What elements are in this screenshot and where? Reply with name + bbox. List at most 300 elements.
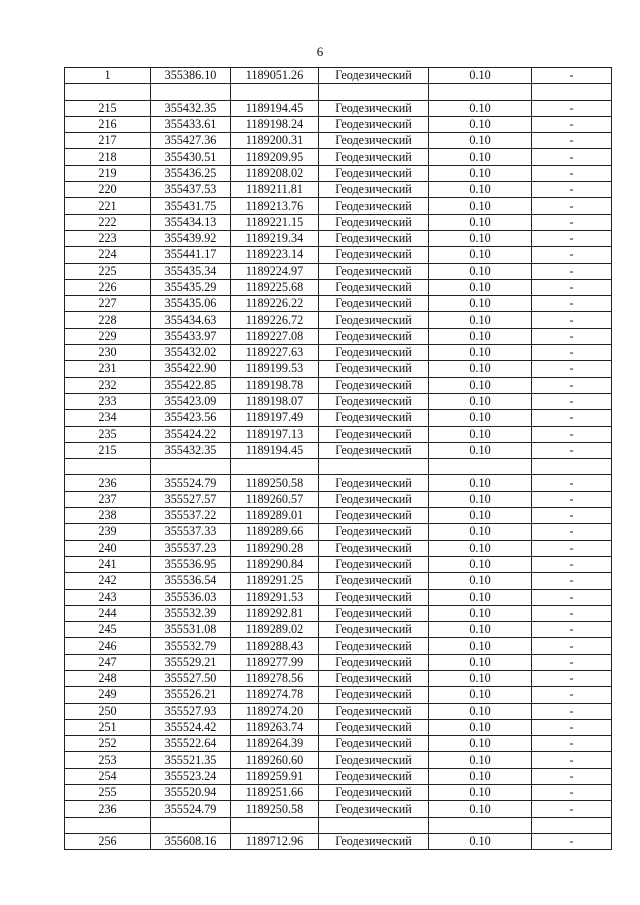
accuracy-cell: 0.10 [429, 410, 532, 426]
point-number-cell: 220 [65, 182, 151, 198]
table-row [65, 556, 612, 572]
table-row [65, 377, 612, 393]
point-number-cell: 229 [65, 328, 151, 344]
description-cell: - [532, 524, 612, 540]
point-number-cell: 215 [65, 442, 151, 458]
y-coordinate-cell: 1189278.56 [231, 670, 319, 686]
method-cell: Геодезический [319, 361, 429, 377]
table-row [65, 752, 612, 768]
empty-cell [429, 459, 532, 475]
table-row [65, 263, 612, 279]
coordinates-table [64, 67, 612, 850]
coordinates-table-body [65, 68, 612, 850]
description-cell: - [532, 491, 612, 507]
table-row [65, 230, 612, 246]
separator-row [65, 459, 612, 475]
x-coordinate-cell: 355529.21 [151, 654, 231, 670]
y-coordinate-cell: 1189209.95 [231, 149, 319, 165]
method-cell: Геодезический [319, 752, 429, 768]
accuracy-cell: 0.10 [429, 393, 532, 409]
table-row [65, 719, 612, 735]
method-cell: Геодезический [319, 670, 429, 686]
table-row [65, 279, 612, 295]
accuracy-cell: 0.10 [429, 508, 532, 524]
description-cell: - [532, 475, 612, 491]
x-coordinate-cell: 355527.50 [151, 670, 231, 686]
y-coordinate-cell: 1189260.60 [231, 752, 319, 768]
table-row [65, 426, 612, 442]
description-cell: - [532, 377, 612, 393]
x-coordinate-cell: 355524.42 [151, 719, 231, 735]
table-row [65, 182, 612, 198]
y-coordinate-cell: 1189289.02 [231, 622, 319, 638]
description-cell: - [532, 703, 612, 719]
x-coordinate-cell: 355427.36 [151, 133, 231, 149]
table-row [65, 540, 612, 556]
table-row [65, 361, 612, 377]
description-cell: - [532, 573, 612, 589]
y-coordinate-cell: 1189197.49 [231, 410, 319, 426]
y-coordinate-cell: 1189208.02 [231, 165, 319, 181]
accuracy-cell: 0.10 [429, 475, 532, 491]
method-cell: Геодезический [319, 801, 429, 817]
description-cell: - [532, 133, 612, 149]
method-cell: Геодезический [319, 214, 429, 230]
accuracy-cell: 0.10 [429, 719, 532, 735]
description-cell: - [532, 345, 612, 361]
method-cell: Геодезический [319, 654, 429, 670]
y-coordinate-cell: 1189051.26 [231, 68, 319, 84]
table-row [65, 801, 612, 817]
point-number-cell: 255 [65, 785, 151, 801]
point-number-cell: 225 [65, 263, 151, 279]
table-row [65, 68, 612, 84]
table-row [65, 475, 612, 491]
method-cell: Геодезический [319, 556, 429, 572]
y-coordinate-cell: 1189274.78 [231, 687, 319, 703]
point-number-cell: 249 [65, 687, 151, 703]
empty-cell [65, 459, 151, 475]
accuracy-cell: 0.10 [429, 247, 532, 263]
point-number-cell: 221 [65, 198, 151, 214]
table-row [65, 573, 612, 589]
point-number-cell: 238 [65, 508, 151, 524]
description-cell: - [532, 361, 612, 377]
accuracy-cell: 0.10 [429, 703, 532, 719]
y-coordinate-cell: 1189198.24 [231, 116, 319, 132]
point-number-cell: 231 [65, 361, 151, 377]
method-cell: Геодезический [319, 442, 429, 458]
method-cell: Геодезический [319, 719, 429, 735]
point-number-cell: 216 [65, 116, 151, 132]
accuracy-cell: 0.10 [429, 670, 532, 686]
empty-cell [151, 459, 231, 475]
y-coordinate-cell: 1189199.53 [231, 361, 319, 377]
description-cell: - [532, 556, 612, 572]
point-number-cell: 224 [65, 247, 151, 263]
point-number-cell: 246 [65, 638, 151, 654]
point-number-cell: 254 [65, 768, 151, 784]
x-coordinate-cell: 355435.29 [151, 279, 231, 295]
description-cell: - [532, 247, 612, 263]
table-row [65, 670, 612, 686]
x-coordinate-cell: 355424.22 [151, 426, 231, 442]
point-number-cell: 242 [65, 573, 151, 589]
description-cell: - [532, 279, 612, 295]
y-coordinate-cell: 1189226.22 [231, 296, 319, 312]
table-row [65, 296, 612, 312]
table-row [65, 768, 612, 784]
y-coordinate-cell: 1189712.96 [231, 833, 319, 849]
accuracy-cell: 0.10 [429, 198, 532, 214]
y-coordinate-cell: 1189251.66 [231, 785, 319, 801]
accuracy-cell: 0.10 [429, 133, 532, 149]
method-cell: Геодезический [319, 247, 429, 263]
method-cell: Геодезический [319, 100, 429, 116]
y-coordinate-cell: 1189289.66 [231, 524, 319, 540]
method-cell: Геодезический [319, 263, 429, 279]
table-row [65, 703, 612, 719]
description-cell: - [532, 68, 612, 84]
y-coordinate-cell: 1189289.01 [231, 508, 319, 524]
table-row [65, 100, 612, 116]
accuracy-cell: 0.10 [429, 116, 532, 132]
table-row [65, 214, 612, 230]
x-coordinate-cell: 355423.09 [151, 393, 231, 409]
point-number-cell: 253 [65, 752, 151, 768]
empty-cell [319, 84, 429, 100]
table-row [65, 442, 612, 458]
y-coordinate-cell: 1189198.78 [231, 377, 319, 393]
accuracy-cell: 0.10 [429, 833, 532, 849]
y-coordinate-cell: 1189194.45 [231, 100, 319, 116]
table-row [65, 508, 612, 524]
description-cell: - [532, 198, 612, 214]
point-number-cell: 236 [65, 475, 151, 491]
description-cell: - [532, 410, 612, 426]
table-row [65, 312, 612, 328]
x-coordinate-cell: 355435.34 [151, 263, 231, 279]
empty-cell [65, 817, 151, 833]
accuracy-cell: 0.10 [429, 214, 532, 230]
accuracy-cell: 0.10 [429, 230, 532, 246]
point-number-cell: 240 [65, 540, 151, 556]
point-number-cell: 223 [65, 230, 151, 246]
x-coordinate-cell: 355435.06 [151, 296, 231, 312]
table-row [65, 622, 612, 638]
description-cell: - [532, 540, 612, 556]
point-number-cell: 248 [65, 670, 151, 686]
method-cell: Геодезический [319, 230, 429, 246]
empty-cell [532, 84, 612, 100]
method-cell: Геодезический [319, 279, 429, 295]
description-cell: - [532, 508, 612, 524]
table-row [65, 833, 612, 849]
y-coordinate-cell: 1189211.81 [231, 182, 319, 198]
y-coordinate-cell: 1189290.28 [231, 540, 319, 556]
x-coordinate-cell: 355532.39 [151, 605, 231, 621]
y-coordinate-cell: 1189259.91 [231, 768, 319, 784]
method-cell: Геодезический [319, 345, 429, 361]
description-cell: - [532, 296, 612, 312]
description-cell: - [532, 687, 612, 703]
method-cell: Геодезический [319, 736, 429, 752]
accuracy-cell: 0.10 [429, 768, 532, 784]
accuracy-cell: 0.10 [429, 68, 532, 84]
empty-cell [151, 817, 231, 833]
y-coordinate-cell: 1189194.45 [231, 442, 319, 458]
point-number-cell: 241 [65, 556, 151, 572]
description-cell: - [532, 752, 612, 768]
accuracy-cell: 0.10 [429, 638, 532, 654]
empty-cell [319, 817, 429, 833]
point-number-cell: 251 [65, 719, 151, 735]
accuracy-cell: 0.10 [429, 296, 532, 312]
description-cell: - [532, 654, 612, 670]
method-cell: Геодезический [319, 410, 429, 426]
empty-cell [231, 817, 319, 833]
point-number-cell: 217 [65, 133, 151, 149]
x-coordinate-cell: 355423.56 [151, 410, 231, 426]
x-coordinate-cell: 355430.51 [151, 149, 231, 165]
method-cell: Геодезический [319, 491, 429, 507]
table-row [65, 736, 612, 752]
empty-cell [231, 84, 319, 100]
empty-cell [532, 459, 612, 475]
y-coordinate-cell: 1189290.84 [231, 556, 319, 572]
table-row [65, 654, 612, 670]
method-cell: Геодезический [319, 508, 429, 524]
accuracy-cell: 0.10 [429, 149, 532, 165]
empty-cell [532, 817, 612, 833]
method-cell: Геодезический [319, 833, 429, 849]
x-coordinate-cell: 355531.08 [151, 622, 231, 638]
point-number-cell: 227 [65, 296, 151, 312]
accuracy-cell: 0.10 [429, 654, 532, 670]
y-coordinate-cell: 1189198.07 [231, 393, 319, 409]
x-coordinate-cell: 355527.93 [151, 703, 231, 719]
description-cell: - [532, 801, 612, 817]
x-coordinate-cell: 355386.10 [151, 68, 231, 84]
method-cell: Геодезический [319, 68, 429, 84]
description-cell: - [532, 116, 612, 132]
x-coordinate-cell: 355439.92 [151, 230, 231, 246]
table-row [65, 638, 612, 654]
accuracy-cell: 0.10 [429, 752, 532, 768]
empty-cell [231, 459, 319, 475]
accuracy-cell: 0.10 [429, 605, 532, 621]
method-cell: Геодезический [319, 296, 429, 312]
method-cell: Геодезический [319, 638, 429, 654]
method-cell: Геодезический [319, 377, 429, 393]
point-number-cell: 235 [65, 426, 151, 442]
description-cell: - [532, 149, 612, 165]
y-coordinate-cell: 1189291.25 [231, 573, 319, 589]
method-cell: Геодезический [319, 605, 429, 621]
accuracy-cell: 0.10 [429, 687, 532, 703]
x-coordinate-cell: 355437.53 [151, 182, 231, 198]
accuracy-cell: 0.10 [429, 785, 532, 801]
x-coordinate-cell: 355537.23 [151, 540, 231, 556]
x-coordinate-cell: 355432.35 [151, 442, 231, 458]
x-coordinate-cell: 355608.16 [151, 833, 231, 849]
y-coordinate-cell: 1189260.57 [231, 491, 319, 507]
point-number-cell: 219 [65, 165, 151, 181]
description-cell: - [532, 230, 612, 246]
accuracy-cell: 0.10 [429, 556, 532, 572]
accuracy-cell: 0.10 [429, 345, 532, 361]
y-coordinate-cell: 1189225.68 [231, 279, 319, 295]
y-coordinate-cell: 1189250.58 [231, 801, 319, 817]
accuracy-cell: 0.10 [429, 279, 532, 295]
accuracy-cell: 0.10 [429, 442, 532, 458]
y-coordinate-cell: 1189263.74 [231, 719, 319, 735]
table-row [65, 198, 612, 214]
point-number-cell: 243 [65, 589, 151, 605]
point-number-cell: 244 [65, 605, 151, 621]
y-coordinate-cell: 1189226.72 [231, 312, 319, 328]
table-row [65, 589, 612, 605]
x-coordinate-cell: 355536.95 [151, 556, 231, 572]
accuracy-cell: 0.10 [429, 328, 532, 344]
description-cell: - [532, 736, 612, 752]
y-coordinate-cell: 1189213.76 [231, 198, 319, 214]
method-cell: Геодезический [319, 426, 429, 442]
method-cell: Геодезический [319, 165, 429, 181]
y-coordinate-cell: 1189224.97 [231, 263, 319, 279]
method-cell: Геодезический [319, 393, 429, 409]
y-coordinate-cell: 1189264.39 [231, 736, 319, 752]
table-row [65, 393, 612, 409]
x-coordinate-cell: 355436.25 [151, 165, 231, 181]
separator-row [65, 817, 612, 833]
accuracy-cell: 0.10 [429, 801, 532, 817]
point-number-cell: 230 [65, 345, 151, 361]
accuracy-cell: 0.10 [429, 165, 532, 181]
accuracy-cell: 0.10 [429, 182, 532, 198]
table-row [65, 133, 612, 149]
point-number-cell: 234 [65, 410, 151, 426]
table-row [65, 524, 612, 540]
x-coordinate-cell: 355526.21 [151, 687, 231, 703]
point-number-cell: 256 [65, 833, 151, 849]
y-coordinate-cell: 1189277.99 [231, 654, 319, 670]
accuracy-cell: 0.10 [429, 540, 532, 556]
accuracy-cell: 0.10 [429, 263, 532, 279]
description-cell: - [532, 605, 612, 621]
x-coordinate-cell: 355536.54 [151, 573, 231, 589]
method-cell: Геодезический [319, 133, 429, 149]
x-coordinate-cell: 355523.24 [151, 768, 231, 784]
x-coordinate-cell: 355432.02 [151, 345, 231, 361]
y-coordinate-cell: 1189227.63 [231, 345, 319, 361]
method-cell: Геодезический [319, 116, 429, 132]
description-cell: - [532, 442, 612, 458]
description-cell: - [532, 638, 612, 654]
method-cell: Геодезический [319, 475, 429, 491]
page-number: 6 [316, 44, 324, 59]
point-number-cell: 1 [65, 68, 151, 84]
point-number-cell: 215 [65, 100, 151, 116]
description-cell: - [532, 100, 612, 116]
accuracy-cell: 0.10 [429, 736, 532, 752]
point-number-cell: 228 [65, 312, 151, 328]
description-cell: - [532, 785, 612, 801]
table-row [65, 687, 612, 703]
point-number-cell: 250 [65, 703, 151, 719]
method-cell: Геодезический [319, 785, 429, 801]
description-cell: - [532, 589, 612, 605]
accuracy-cell: 0.10 [429, 100, 532, 116]
description-cell: - [532, 393, 612, 409]
x-coordinate-cell: 355441.17 [151, 247, 231, 263]
x-coordinate-cell: 355532.79 [151, 638, 231, 654]
x-coordinate-cell: 355537.22 [151, 508, 231, 524]
description-cell: - [532, 165, 612, 181]
description-cell: - [532, 670, 612, 686]
description-cell: - [532, 622, 612, 638]
description-cell: - [532, 214, 612, 230]
accuracy-cell: 0.10 [429, 377, 532, 393]
table-row [65, 491, 612, 507]
y-coordinate-cell: 1189219.34 [231, 230, 319, 246]
x-coordinate-cell: 355520.94 [151, 785, 231, 801]
x-coordinate-cell: 355521.35 [151, 752, 231, 768]
description-cell: - [532, 263, 612, 279]
y-coordinate-cell: 1189291.53 [231, 589, 319, 605]
x-coordinate-cell: 355524.79 [151, 801, 231, 817]
table-row [65, 605, 612, 621]
point-number-cell: 232 [65, 377, 151, 393]
y-coordinate-cell: 1189200.31 [231, 133, 319, 149]
x-coordinate-cell: 355433.97 [151, 328, 231, 344]
method-cell: Геодезический [319, 703, 429, 719]
description-cell: - [532, 719, 612, 735]
empty-cell [65, 84, 151, 100]
point-number-cell: 245 [65, 622, 151, 638]
y-coordinate-cell: 1189223.14 [231, 247, 319, 263]
table-row [65, 345, 612, 361]
y-coordinate-cell: 1189288.43 [231, 638, 319, 654]
method-cell: Геодезический [319, 589, 429, 605]
table-row [65, 785, 612, 801]
accuracy-cell: 0.10 [429, 622, 532, 638]
y-coordinate-cell: 1189292.81 [231, 605, 319, 621]
accuracy-cell: 0.10 [429, 589, 532, 605]
y-coordinate-cell: 1189197.13 [231, 426, 319, 442]
y-coordinate-cell: 1189221.15 [231, 214, 319, 230]
method-cell: Геодезический [319, 198, 429, 214]
y-coordinate-cell: 1189274.20 [231, 703, 319, 719]
point-number-cell: 222 [65, 214, 151, 230]
point-number-cell: 247 [65, 654, 151, 670]
table-row [65, 165, 612, 181]
x-coordinate-cell: 355433.61 [151, 116, 231, 132]
method-cell: Геодезический [319, 622, 429, 638]
point-number-cell: 239 [65, 524, 151, 540]
x-coordinate-cell: 355536.03 [151, 589, 231, 605]
x-coordinate-cell: 355431.75 [151, 198, 231, 214]
accuracy-cell: 0.10 [429, 312, 532, 328]
empty-cell [429, 84, 532, 100]
accuracy-cell: 0.10 [429, 426, 532, 442]
table-row [65, 410, 612, 426]
point-number-cell: 237 [65, 491, 151, 507]
x-coordinate-cell: 355422.90 [151, 361, 231, 377]
method-cell: Геодезический [319, 524, 429, 540]
method-cell: Геодезический [319, 328, 429, 344]
empty-cell [319, 459, 429, 475]
